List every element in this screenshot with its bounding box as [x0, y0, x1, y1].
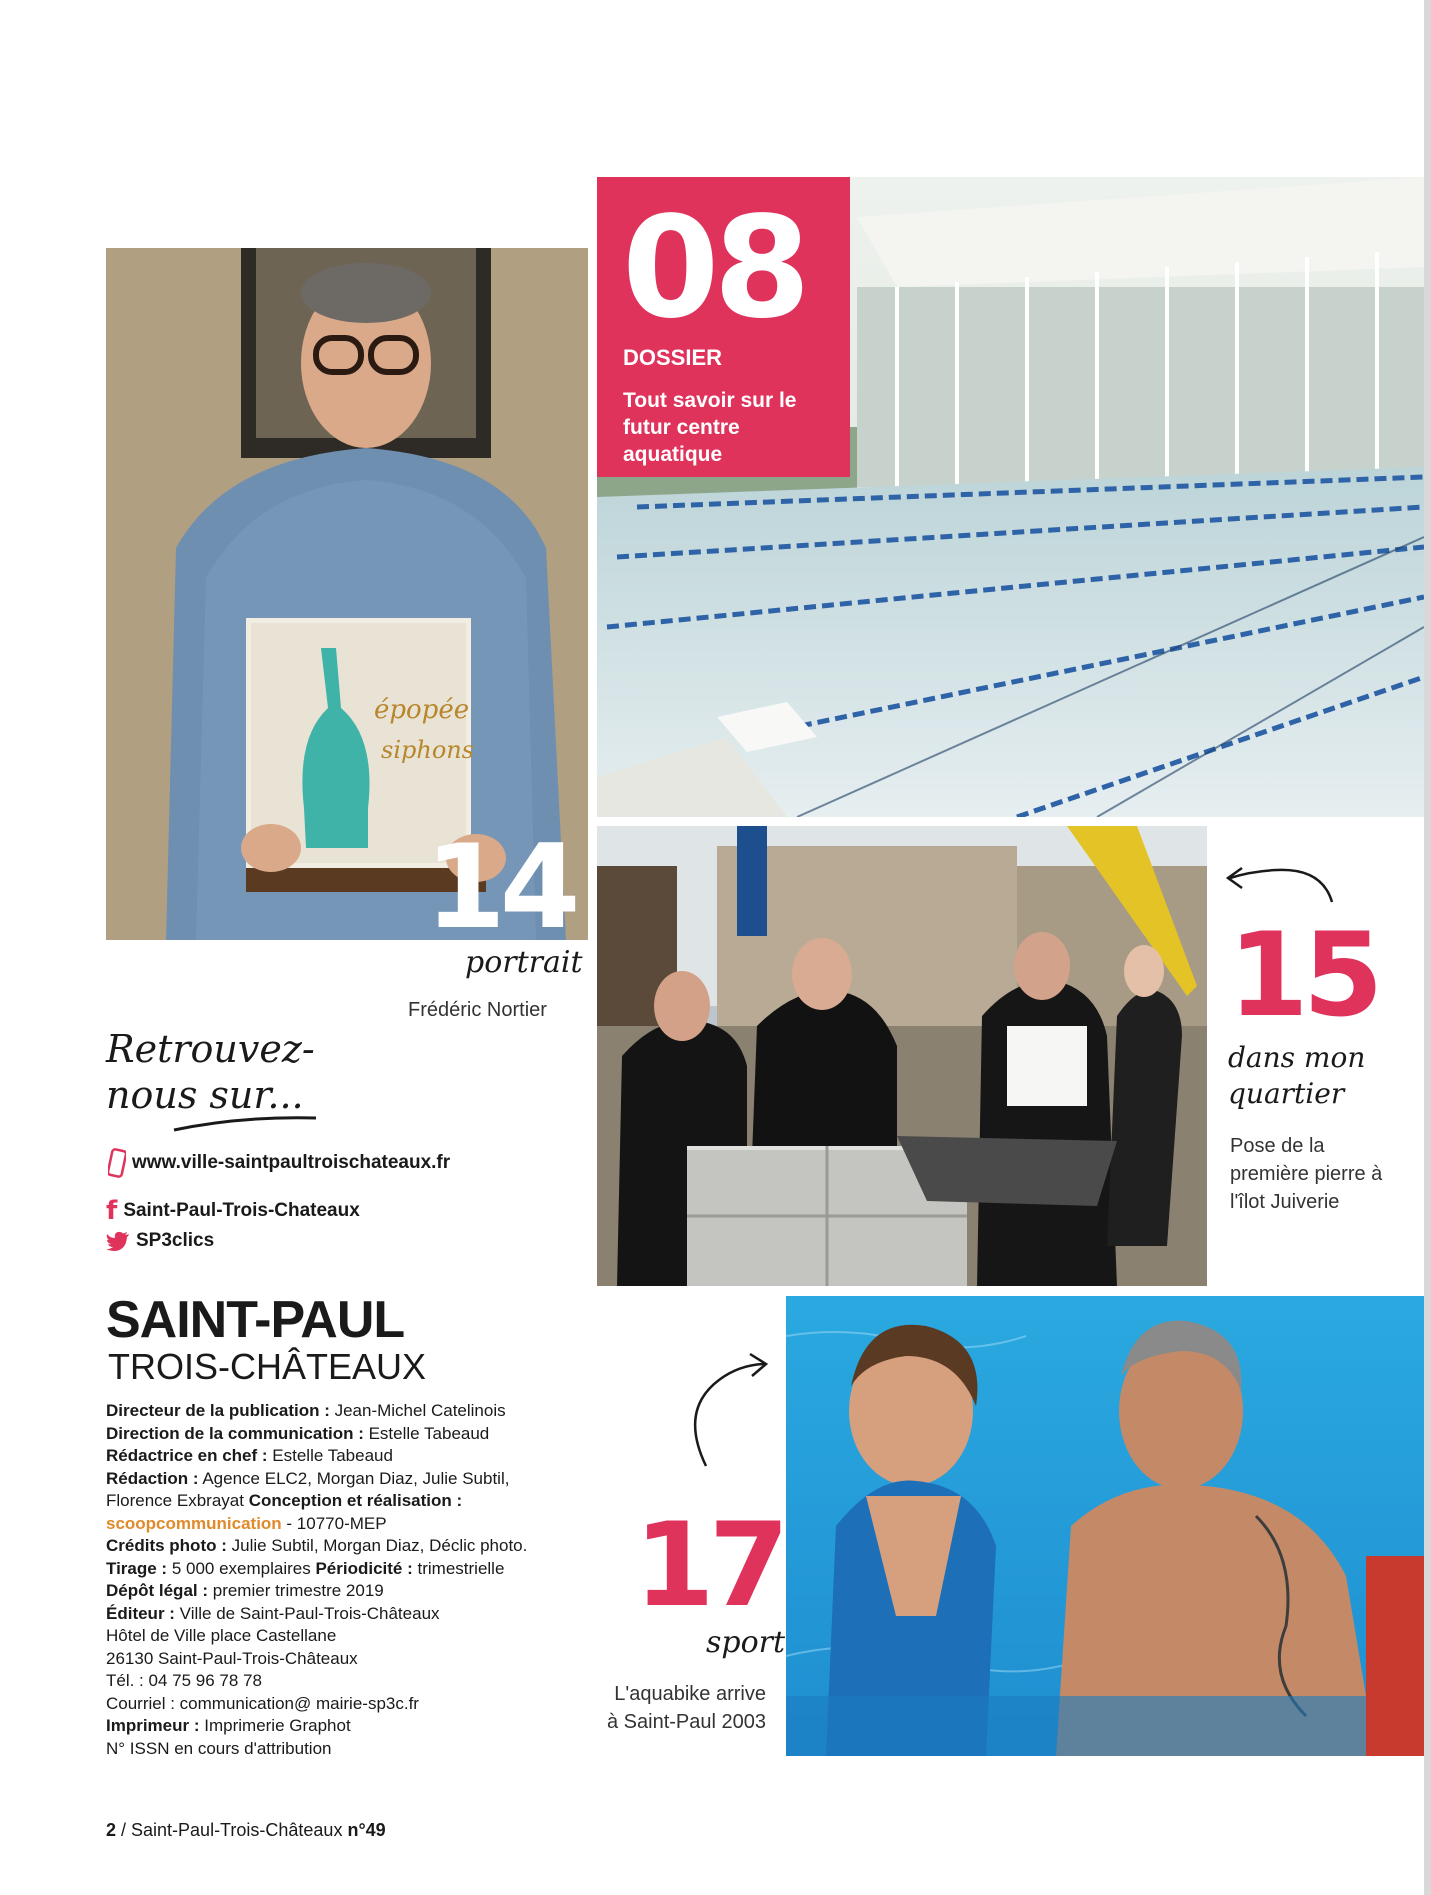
conception-label: Conception et réalisation :: [248, 1491, 463, 1510]
website-link[interactable]: [108, 1148, 450, 1178]
issn-line: N° ISSN en cours d'attribution: [106, 1738, 332, 1758]
imprimeur-value: Imprimerie Graphot: [199, 1716, 351, 1735]
issue-number: n°49: [347, 1820, 386, 1840]
sport-category: sport: [706, 1625, 786, 1660]
redaction-value2: Florence Exbrayat: [106, 1491, 249, 1510]
arrow-left-icon: [1222, 858, 1337, 906]
website-text: www.ville-saintpaultroischateaux.fr: [132, 1152, 451, 1173]
direction-com-value: Estelle Tabeaud: [363, 1423, 490, 1443]
underline-swoosh: [170, 1112, 320, 1134]
editeur-label: Éditeur :: [106, 1603, 175, 1623]
twitter-text: SP3clics: [136, 1230, 215, 1251]
portrait-number: 14: [425, 820, 575, 955]
dossier-number: 08: [622, 187, 805, 350]
redactrice-value: Estelle Tabeaud: [267, 1446, 393, 1465]
directeur-label: Directeur de la publication :: [106, 1401, 330, 1420]
dossier-box: [597, 177, 850, 477]
quartier-photo: [597, 826, 1207, 1286]
twitter-icon: [106, 1231, 130, 1251]
facebook-link[interactable]: [106, 1196, 360, 1226]
credits-block: [106, 1400, 576, 1760]
photo-label: Crédits photo :: [106, 1536, 227, 1555]
portrait-caption: Frédéric Nortier: [408, 999, 547, 1021]
aquabike-photo: [786, 1296, 1424, 1756]
footer-title: / Saint-Paul-Trois-Châteaux: [116, 1820, 348, 1840]
directeur-value: Jean-Michel Catelinois: [329, 1401, 506, 1420]
tirage-value: 5 000 exemplaires: [167, 1558, 316, 1578]
page-number: 2: [106, 1820, 117, 1840]
page-footer: [106, 1820, 386, 1841]
find-us-heading: Retrouvez-nous sur...: [106, 1027, 315, 1117]
page-edge: [1424, 0, 1431, 1895]
depot-value: premier trimestre 2019: [208, 1581, 384, 1600]
svg-text:épopée: épopée: [374, 695, 470, 725]
quartier-caption: Pose de la première pierre à l'îlot Juiverie: [1230, 1135, 1383, 1213]
address-line1: Hôtel de Ville place Castellane: [106, 1626, 337, 1645]
facebook-text: Saint-Paul-Trois-Chateaux: [123, 1200, 360, 1221]
brand-line1: SAINT-PAUL: [106, 1291, 405, 1349]
address-line2: 26130 Saint-Paul-Trois-Châteaux: [106, 1648, 358, 1668]
sport-caption: L'aquabike arrive à Saint-Paul 2003: [606, 1683, 766, 1733]
dossier-text: Tout savoir sur le futur centre aquatique: [623, 389, 797, 466]
quartier-category: dans mon quartier: [1228, 1041, 1366, 1110]
scoop-logo: scoopcommunication: [106, 1513, 282, 1533]
mep-value: - 10770-MEP: [281, 1513, 387, 1533]
redaction-value: Agence ELC2, Morgan Diaz, Julie Subtil,: [198, 1468, 510, 1488]
imprimeur-label: Imprimeur :: [106, 1716, 200, 1735]
tel-line: Tél. : 04 75 96 78 78: [106, 1671, 262, 1690]
svg-text:siphons: siphons: [381, 736, 475, 764]
tirage-label: Tirage :: [106, 1558, 168, 1578]
periodicite-value: trimestrielle: [412, 1558, 505, 1578]
sport-number: 17: [634, 1498, 784, 1633]
redaction-label: Rédaction :: [106, 1468, 199, 1488]
brand-line2: TROIS-CHÂTEAUX: [108, 1346, 427, 1387]
facebook-icon: f: [106, 1196, 118, 1226]
phone-icon: [108, 1148, 126, 1178]
portrait-category: portrait: [465, 945, 583, 980]
twitter-link[interactable]: [106, 1230, 214, 1252]
periodicite-label: Périodicité :: [315, 1558, 413, 1578]
quartier-number: 15: [1228, 908, 1378, 1043]
dossier-label: DOSSIER: [623, 345, 723, 370]
photo-value: Julie Subtil, Morgan Diaz, Déclic photo.: [226, 1536, 528, 1555]
arrow-right-icon: [684, 1350, 774, 1470]
redactrice-label: Rédactrice en chef :: [106, 1446, 268, 1465]
depot-label: Dépôt légal :: [106, 1581, 209, 1600]
direction-com-label: Direction de la communication :: [106, 1423, 364, 1443]
editeur-value: Ville de Saint-Paul-Trois-Châteaux: [174, 1603, 440, 1623]
email-line[interactable]: Courriel : communication@ mairie-sp3c.fr: [106, 1693, 419, 1713]
